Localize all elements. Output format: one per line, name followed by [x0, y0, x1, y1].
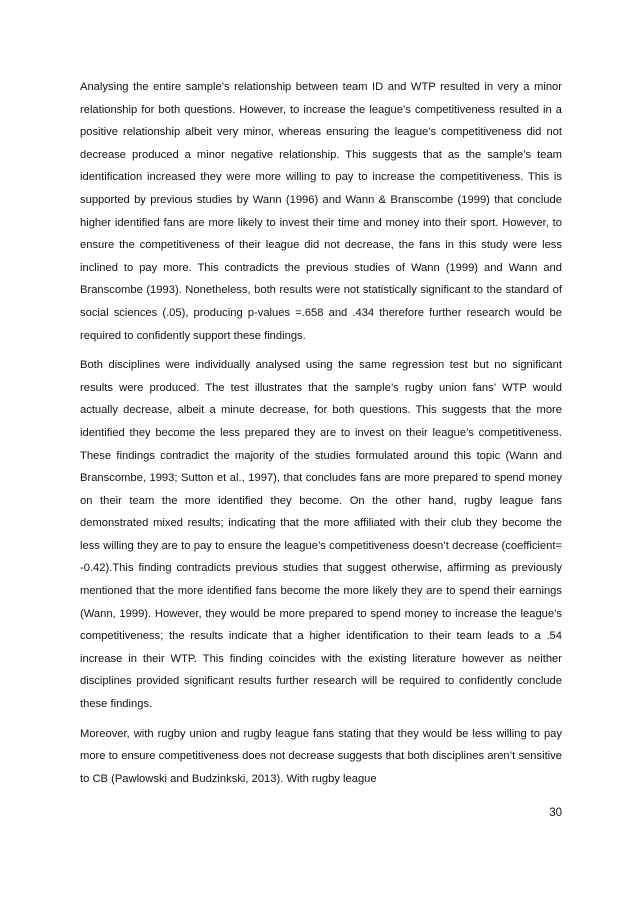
page-number: 30: [549, 807, 562, 819]
body-text: [80, 76, 562, 797]
paragraph-2: Both disciplines were individually analysed using the same regression test but no significant results were produced. The test illustrates that the sample’s rugby union fans’ WTP would actually decrease, albeit a minute decrease, for both questions. This suggests that the more identified they become the less prepared they are to invest on their league’s competitiveness. These findings contradict the majority of the studies formulated around this topic (Wann and Branscombe, 1993; Sutton et al., 1997), that concludes fans are more prepared to spend money on their team the more identified they become. On the other hand, rugby league fans demonstrated mixed results; indicating that the more affiliated with their club they become the less willing they are to pay to ensure the league’s competitiveness doesn’t decrease (coefficient= -0.42).This finding contradicts previous studies that suggest otherwise, affirming as previously mentioned that the more identified fans become the more likely they are to spend their earnings (Wann, 1999). However, they would be more prepared to spend money to increase the league’s competitiveness; the results indicate that a higher identification to their team leads to a .54 increase in their WTP. This finding coincides with the existing literature however as neither disciplines provided significant results further research will be required to confidently conclude these findings.: [80, 359, 562, 711]
paragraph-1: Analysing the entire sample’s relationship between team ID and WTP resulted in very a minor relationship for both questions. However, to increase the league’s competitiveness resulted in a positive relationship albeit very minor, whereas ensuring the league’s competitiveness did not decrease produced a minor negative relationship. This suggests that as the sample’s team identification increased they were more willing to pay to increase the competitiveness. This is supported by previous studies by Wann (1996) and Wann & Branscombe (1999) that conclude higher identified fans are more likely to invest their time and money into their sport. However, to ensure the competitiveness of their league did not decrease, the fans in this study were less inclined to pay more. This contradicts the previous studies of Wann (1999) and Wann and Branscombe (1993). Nonetheless, both results were not statistically significant to the standard of social sciences (.05), producing p-values =.658 and .434 therefore further research would be required to confidently support these findings.: [80, 81, 562, 342]
paragraph-3: Moreover, with rugby union and rugby league fans stating that they would be less willing to pay more to ensure competitiveness does not decrease suggests that both disciplines aren’t sensitive to CB (Pawlowski and Budzinkski, 2013). With rugby league: [80, 727, 562, 785]
